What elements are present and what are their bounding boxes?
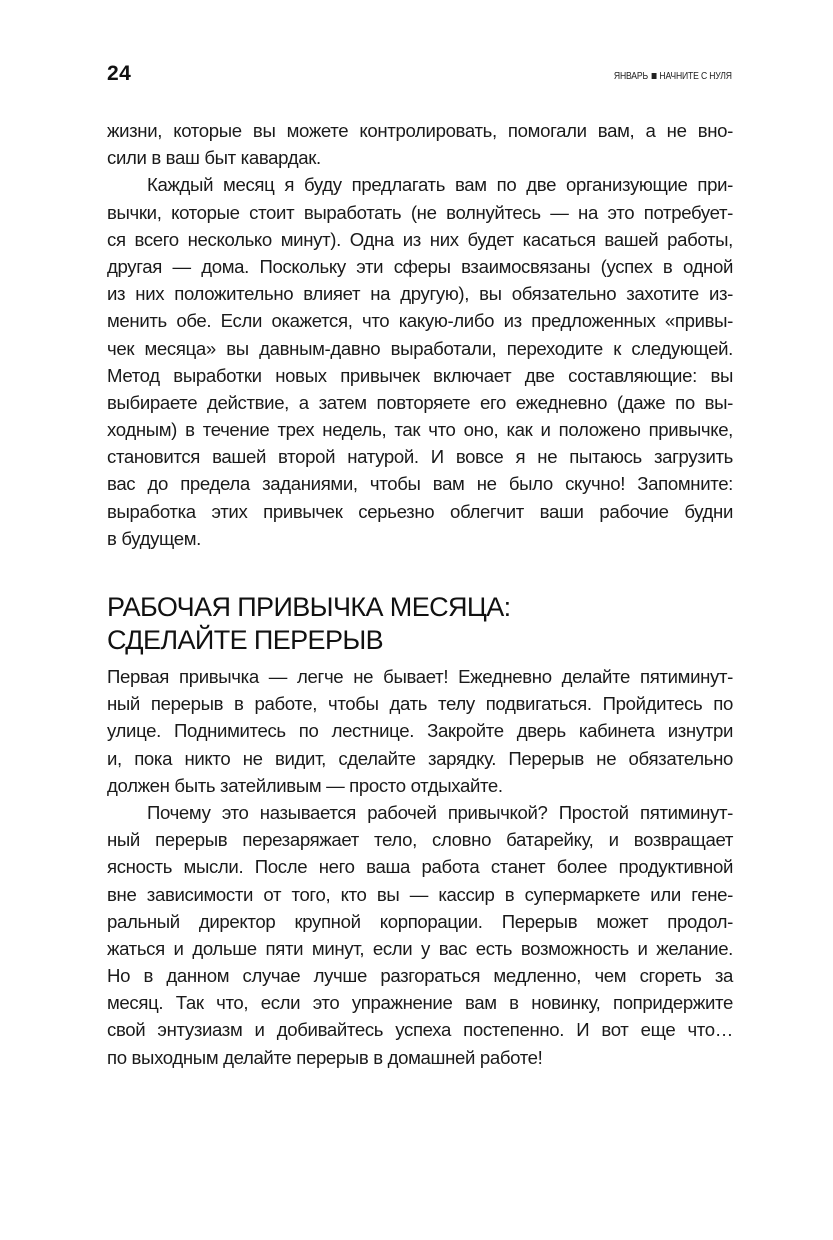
text-line: жизни, которые вы можете контролировать, помогали вам, а не вно- (107, 120, 733, 141)
text-line: менить обе. Если окажется, что какую-либо из предложенных «привы- (107, 310, 733, 332)
text-line: месяц. Так что, если это упражнение вам в новинку, попридержите (107, 992, 733, 1014)
square-bullet-icon (651, 73, 656, 79)
running-head-chapter: ЯНВАРЬ (614, 70, 649, 82)
text-line: ходным) в течение трех недель, так что оно, как и положено привычке, (107, 419, 733, 441)
text-line: Почему это называется рабочей привычкой? Простой пятиминут- (147, 801, 733, 823)
paragraph (107, 171, 733, 552)
text-line: свой энтузиазм и добивайтесь успеха постепенно. И вот еще что… (107, 1019, 733, 1041)
text-line: другая — дома. Поскольку эти сферы взаимосвязаны (успех в одной (107, 255, 733, 277)
text-line: становится вашей второй натурой. И вовсе я не пытаюсь загрузить (107, 446, 733, 468)
text-line: улице. Поднимитесь по лестнице. Закройте дверь кабинета изнутри (107, 720, 733, 742)
text-line: Первая привычка — легче не бывает! Ежедневно делайте пятиминут- (107, 666, 733, 687)
text-line: из них положительно влияет на другую), вы обязательно захотите из- (107, 283, 733, 305)
text-line: жаться и дольше пяти минут, если у вас есть возможность и желание. (107, 937, 733, 959)
text-line: в будущем. (107, 527, 201, 549)
section-heading (107, 591, 733, 657)
text-line: чек месяца» вы давным-давно выработали, переходите к следующей. (107, 337, 733, 359)
text-line: ся всего несколько минут). Одна из них будет касаться вашей работы, (107, 228, 733, 250)
text-line: сили в ваш быт кавардак. (107, 147, 321, 169)
text-line: Метод выработки новых привычек включает две составляющие: вы (107, 364, 733, 386)
text-line: выработка этих привычек серьезно облегчит ваши рабочие будни (107, 500, 733, 522)
text-line: и, пока никто не видит, сделайте зарядку. Перерыв не обязательно (107, 747, 733, 769)
text-line: вычки, которые стоит выработать (не волнуйтесь — на это потребует- (107, 201, 733, 223)
text-line: ный перерыв в работе, чтобы дать телу подвигаться. Пройдитесь по (107, 693, 733, 715)
paragraph (107, 799, 733, 1071)
paragraph (107, 117, 733, 171)
text-line: должен быть затейливым — просто отдыхайте. (107, 774, 503, 796)
text-line: Но в данном случае лучше разгораться медленно, чем сгореть за (107, 965, 733, 987)
text-line: ясность мысли. После него ваша работа станет более продуктивной (107, 856, 733, 878)
text-line: по выходным делайте перерыв в домашней работе! (107, 1046, 543, 1068)
text-line: вас до предела заданиями, чтобы вам не было скучно! Запомните: (107, 473, 733, 495)
text-line: ный перерыв перезаряжает тело, словно батарейку, и возвращает (107, 829, 733, 851)
section-heading-line-2: СДЕЛАЙТЕ ПЕРЕРЫВ (107, 625, 384, 655)
running-head (614, 70, 732, 82)
body-text-top (107, 117, 733, 552)
body-text-bottom (107, 663, 733, 1071)
page-header (107, 62, 732, 92)
page-number: 24 (107, 62, 132, 85)
text-line: выбираете действие, а затем повторяете его ежедневно (даже по вы- (107, 391, 733, 413)
text-line: вне зависимости от того, кто вы — кассир в супермаркете или гене- (107, 883, 733, 905)
section-heading-line-1: РАБОЧАЯ ПРИВЫЧКА МЕСЯЦА: (107, 592, 511, 622)
text-line: Каждый месяц я буду предлагать вам по две организующие при- (147, 174, 733, 196)
text-line: ральный директор крупной корпорации. Перерыв может продол- (107, 910, 733, 932)
paragraph (107, 663, 733, 799)
running-head-section: НАЧНИТЕ С НУЛЯ (659, 70, 732, 82)
